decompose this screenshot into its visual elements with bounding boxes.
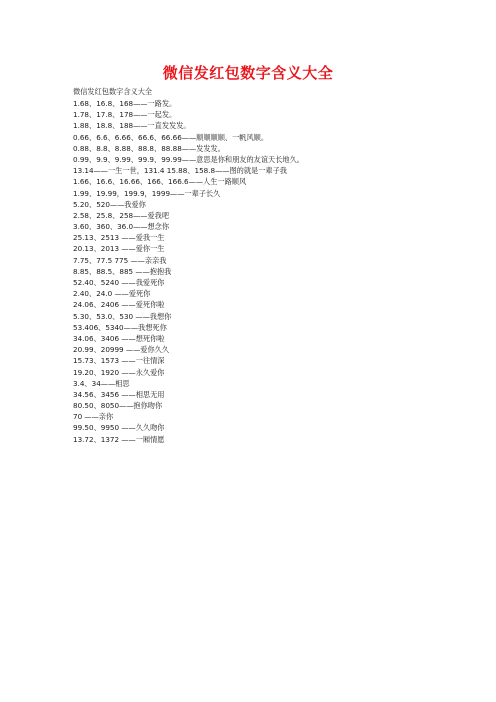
list-item: 7.75、77.5 775 ——亲亲我 <box>73 255 167 265</box>
list-item: 34.56、3456 ——相思无用 <box>73 389 165 399</box>
list-item: 13.72、1372 ——一厢情愿 <box>73 434 165 444</box>
list-item: 0.99、9.9、9.99、99.9、99.99——意思是你和朋友的友谊天长地久。 <box>73 154 304 164</box>
list-item: 13.14——一生一世，131.4 15.88、158.8——图的就是一辈子我 <box>73 166 287 176</box>
list-item: 19.20、1920 ——永久爱你 <box>73 367 165 377</box>
list-item: 3.60、360、36.0——想念你 <box>73 222 170 232</box>
list-item: 53.406、5340——我想死你 <box>73 322 167 332</box>
list-item: 24.06、2406 ——爱死你啦 <box>73 300 165 310</box>
list-item: 1.78、17.8、178——一起发。 <box>73 110 177 120</box>
list-item: 20.13、2013 ——爱你一生 <box>73 244 165 254</box>
list-item: 2.40、24.0 ——爱死你 <box>73 289 151 299</box>
list-item: 34.06、3406 ——想死你啦 <box>73 333 165 343</box>
list-item: 1.68、16.8、168——一路发。 <box>73 99 177 108</box>
list-item: 5.30、53.0、530 ——我想你 <box>73 311 172 321</box>
list-item: 1.66、16.6、16.66、166、166.6——人生一路顺风 <box>73 177 247 187</box>
list-item: 1.99、19.99，199.9，1999——一辈子长久 <box>73 188 221 198</box>
meaning-list <box>73 98 304 445</box>
document-subtitle: 微信发红包数字含义大全 <box>73 87 153 96</box>
list-item: 70 ——亲你 <box>73 412 114 422</box>
list-item: 0.66、6.6、6.66、66.6、66.66——顺顺顺顺、一帆风顺。 <box>73 132 269 142</box>
list-item: 8.85、88.5、885 ——抱抱我 <box>73 266 172 276</box>
list-item: 99.50、9950 ——久久吻你 <box>73 423 165 433</box>
list-item: 25.13、2513 ——爱我一生 <box>73 233 165 243</box>
list-item: 5.20、520——我爱你 <box>73 199 146 209</box>
list-item: 0.88、8.8、8.88、88.8、88.88——发发发。 <box>73 143 225 153</box>
list-item: 1.88、18.8、188——一直发发发。 <box>73 121 191 131</box>
list-item: 2.58、25.8、258——爱我吧 <box>73 210 170 220</box>
page-title: 微信发红包数字含义大全 <box>162 64 334 82</box>
list-item: 20.99、20999 ——爱你久久 <box>73 345 170 355</box>
list-item: 80.50、8050——抱你吻你 <box>73 401 163 411</box>
list-item: 15.73、1573 ——一往情深 <box>73 356 165 366</box>
list-item: 3.4、34——相思 <box>73 378 130 388</box>
list-item: 52.40、5240 ——我爱死你 <box>73 278 165 287</box>
